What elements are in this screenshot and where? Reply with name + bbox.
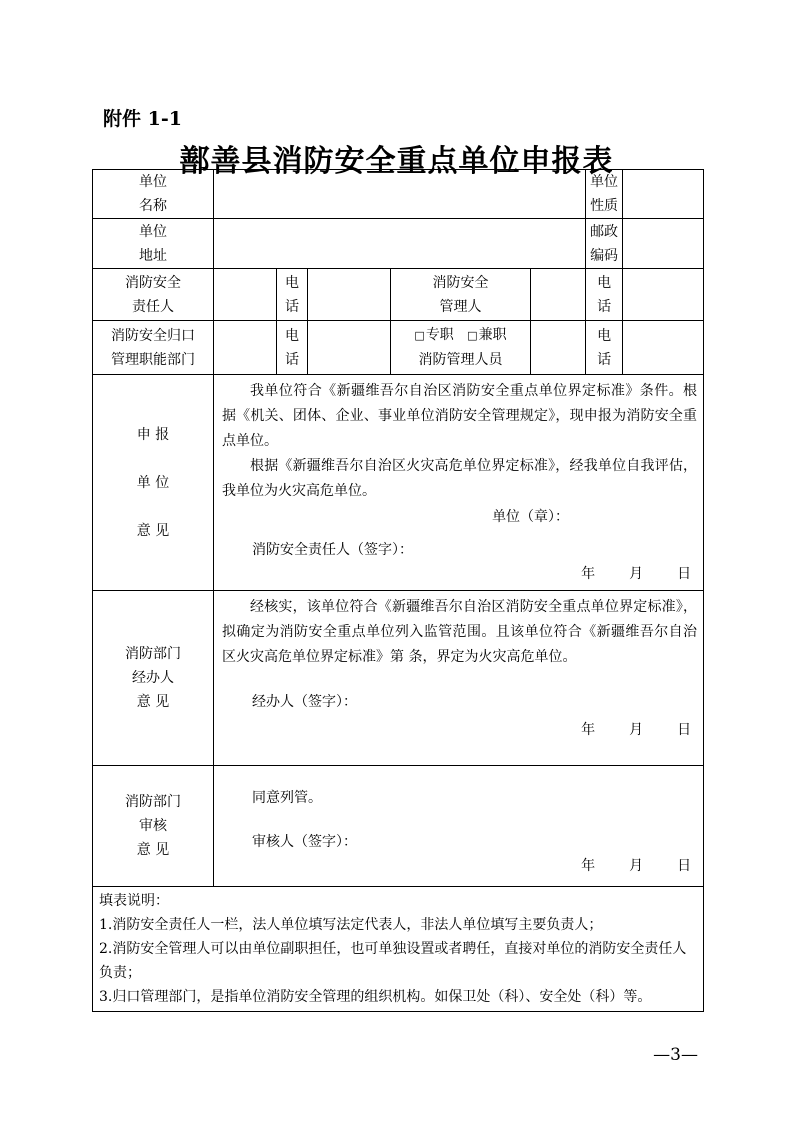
- safety-manager-field[interactable]: [531, 269, 586, 321]
- responsible-person-label: 消防安全 责任人: [93, 269, 214, 321]
- unit-name-field[interactable]: [214, 170, 586, 219]
- unit-nature-label: 单位 性质: [586, 170, 623, 219]
- parttime-checkbox[interactable]: □: [467, 329, 478, 342]
- fire-manager-label: □专职 □兼职 消防管理人员: [391, 321, 531, 375]
- attachment-label: 附件 1-1: [103, 108, 182, 130]
- department-field[interactable]: [214, 321, 277, 375]
- handler-opinion-label: 消防部门 经办人 意 见: [93, 591, 214, 766]
- filling-instructions: 填表说明： 1.消防安全责任人一栏，法人单位填写法定代表人，非法人单位填写主要负责人； 2.消防安全管理人可以由单位副职担任，也可单独设置或者聘任，直接对单位的消防安全责任人负责； 3.归口管理部门，是指单位消防安全管理的组织机构。如保卫处（科）、安全处（科）等。: [93, 887, 704, 1012]
- manager-phone-field[interactable]: [623, 269, 704, 321]
- fulltime-checkbox[interactable]: □: [414, 329, 425, 342]
- handler-date: 年 月 日: [581, 722, 692, 738]
- review-opinion-content[interactable]: [214, 766, 704, 887]
- applicant-signer: 消防安全责任人（签字）：: [252, 542, 413, 558]
- review-opinion-label: 消防部门 审核 意 见: [93, 766, 214, 887]
- row-unit-address: [93, 219, 704, 269]
- row-applicant-opinion: [93, 375, 704, 591]
- responsible-person-field[interactable]: [214, 269, 277, 321]
- applicant-date: 年 月 日: [581, 566, 692, 582]
- row-review-opinion: [93, 766, 704, 887]
- unit-address-label: 单位 地址: [93, 219, 214, 269]
- handler-opinion-content[interactable]: 经核实，该单位符合《新疆维吾尔自治区消防安全重点单位界定标准》，拟确定为消防安全重点单位列入监管范围。且该单位符合《新疆维吾尔自治区火灾高危单位界定标准》第 条，界定为火灾高危单位。 经办人（签字）： 年 月 日: [214, 591, 704, 766]
- phone-label: 电 话: [586, 321, 623, 375]
- department-phone-field[interactable]: [308, 321, 391, 375]
- responsible-phone-field[interactable]: [308, 269, 391, 321]
- unit-nature-field[interactable]: [623, 170, 704, 219]
- page-title: 鄯善县消防安全重点单位申报表: [179, 144, 614, 179]
- fire-manager-field[interactable]: [531, 321, 586, 375]
- row-handler-opinion: [93, 591, 704, 766]
- postal-code-field[interactable]: [623, 219, 704, 269]
- application-form: [92, 169, 704, 1012]
- review-date: 年 月 日: [581, 858, 692, 874]
- phone-label: 电 话: [586, 269, 623, 321]
- applicant-opinion-label: 申 报 单 位 意 见: [93, 375, 214, 591]
- applicant-opinion-content[interactable]: 我单位符合《新疆维吾尔自治区消防安全重点单位界定标准》条件。根据《机关、团体、企业、事业单位消防安全管理规定》，现申报为消防安全重点单位。 根据《新疆维吾尔自治区火灾高危单位界定标准》，经我单位自我评估，我单位为火灾高危单位。 单位（章）： 消防安全责任人（签字）： 年 月 日: [214, 375, 704, 591]
- row-notes: [93, 887, 704, 1012]
- unit-address-field[interactable]: [214, 219, 586, 269]
- postal-code-label: 邮政 编码: [586, 219, 623, 269]
- phone-label: 电 话: [277, 321, 308, 375]
- review-agree: 同意列管。: [252, 790, 322, 806]
- handler-signer: 经办人（签字）：: [252, 694, 357, 710]
- fire-manager-phone-field[interactable]: [623, 321, 704, 375]
- phone-label: 电 话: [277, 269, 308, 321]
- unit-name-label: 单位 名称: [93, 170, 214, 219]
- department-label: 消防安全归口 管理职能部门: [93, 321, 214, 375]
- row-department: [93, 321, 704, 375]
- row-unit-name: [93, 170, 704, 219]
- row-responsible: [93, 269, 704, 321]
- safety-manager-label: 消防安全 管理人: [391, 269, 531, 321]
- review-signer: 审核人（签字）：: [252, 834, 357, 850]
- page-number: —3—: [653, 1045, 698, 1065]
